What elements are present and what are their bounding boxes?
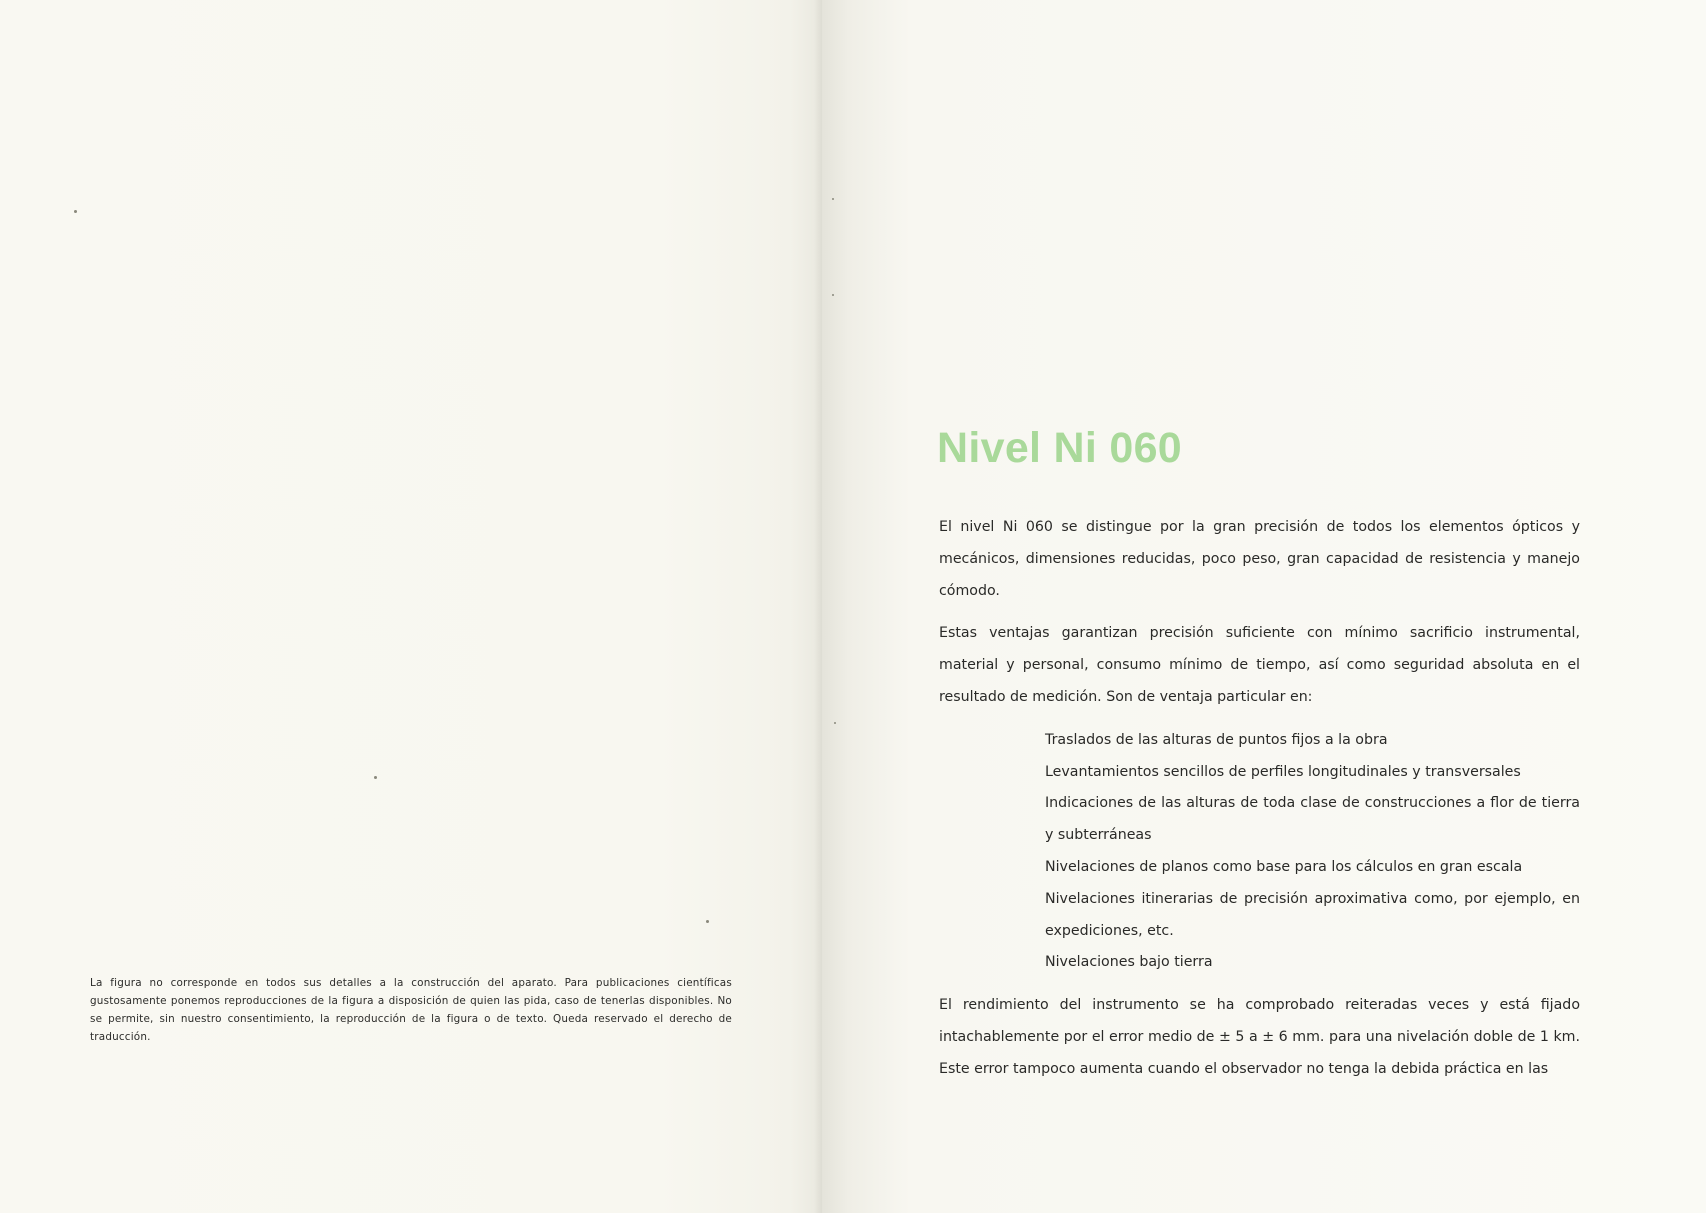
paragraph: El rendimiento del instrumento se ha comprobado reiteradas veces y está fijado intachablemente por el error medio de ± 5 a ± 6 mm. para una nivelación doble de 1 km. Este error tampoco aumenta cuando el observador no tenga la debida práctica en las [939, 997, 1580, 1077]
paper-speck [74, 210, 77, 213]
body-text [939, 512, 1580, 1097]
application-list [1045, 725, 1580, 979]
left-page [0, 0, 822, 1213]
list-item: Indicaciones de las alturas de toda clase de construcciones a flor de tierra y subterráneas [1045, 795, 1580, 844]
figure-caption: La figura no corresponde en todos sus detalles a la construcción del aparato. Para publicaciones científicas gustosamente ponemos reproducciones de la figura a disposición de quien las pida, caso de tenerlas disponibles. No se permite, sin nuestro consentimiento, la reproducción de la figura o de texto. Queda reservado el derecho de traducción. [90, 977, 732, 1044]
list-item: Nivelaciones de planos como base para los cálculos en gran escala [1045, 858, 1523, 875]
paper-speck [706, 920, 709, 923]
list-item: Levantamientos sencillos de perfiles longitudinales y transversales [1045, 763, 1521, 780]
paragraph: El nivel Ni 060 se distingue por la gran precisión de todos los elementos ópticos y mecánicos, dimensiones reducidas, poco peso, gran capacidad de resistencia y manejo cómodo. [939, 519, 1580, 599]
paper-speck [374, 776, 377, 779]
paper-speck [832, 294, 834, 296]
list-item: Traslados de las alturas de puntos fijos a la obra [1045, 731, 1388, 748]
paper-speck [834, 722, 836, 724]
paragraph: Estas ventajas garantizan precisión suficiente con mínimo sacrificio instrumental, material y personal, consumo mínimo de tiempo, así como seguridad absoluta en el resultado de medición. Son de ventaja particular en: [939, 625, 1580, 705]
paper-speck [832, 198, 834, 200]
page-title: Nivel Ni 060 [937, 424, 1183, 472]
list-item: Nivelaciones bajo tierra [1045, 954, 1213, 971]
list-item: Nivelaciones itinerarias de precisión aproximativa como, por ejemplo, en expediciones, etc. [1045, 890, 1580, 939]
